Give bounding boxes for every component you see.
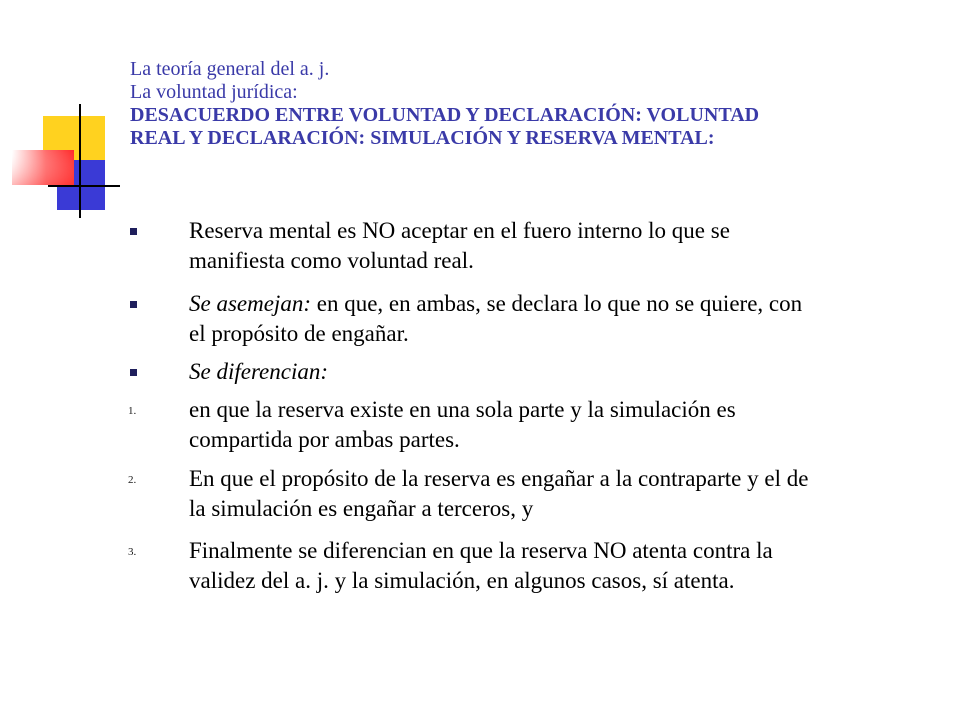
title-line-4: REAL Y DECLARACIÓN: SIMULACIÓN Y RESERVA MENTAL: bbox=[130, 127, 715, 149]
title-line-1: La teoría general del a. j. bbox=[130, 58, 330, 80]
title-line-2: La voluntad jurídica: bbox=[130, 81, 298, 103]
text-line: la simulación es engañar a terceros, y bbox=[189, 496, 534, 521]
numbered-text bbox=[189, 536, 924, 596]
numbered-text bbox=[189, 395, 924, 455]
italic-lead: Se asemejan: bbox=[189, 291, 311, 316]
text-line: compartida por ambas partes. bbox=[189, 427, 460, 452]
bullet-text bbox=[189, 357, 924, 387]
bullet-text bbox=[189, 289, 924, 349]
bullet-marker bbox=[130, 228, 137, 235]
bullet-marker bbox=[130, 301, 137, 308]
text-line: manifiesta como voluntad real. bbox=[189, 248, 474, 273]
bullet-marker bbox=[130, 369, 137, 376]
text-line: En que el propósito de la reserva es engañar a la contraparte y el de bbox=[189, 466, 809, 491]
text-line: en que la reserva existe en una sola parte y la simulación es bbox=[189, 397, 736, 422]
italic-lead: Se diferencian: bbox=[189, 359, 329, 384]
text-line: Finalmente se diferencian en que la reserva NO atenta contra la bbox=[189, 538, 773, 563]
text-line: Reserva mental es NO aceptar en el fuero interno lo que se bbox=[189, 218, 730, 243]
number-marker: 1. bbox=[128, 405, 137, 417]
bullet-text bbox=[189, 216, 924, 276]
text-line: el propósito de engañar. bbox=[189, 321, 409, 346]
numbered-text bbox=[189, 464, 924, 524]
slide-title bbox=[130, 58, 930, 150]
number-marker: 2. bbox=[128, 474, 137, 486]
text-line: en que, en ambas, se declara lo que no se quiere, con bbox=[311, 291, 803, 316]
number-marker: 3. bbox=[128, 546, 137, 558]
decorative-corner-graphic bbox=[0, 0, 120, 230]
text-line: validez del a. j. y la simulación, en algunos casos, sí atenta. bbox=[189, 568, 735, 593]
title-line-3: DESACUERDO ENTRE VOLUNTAD Y DECLARACIÓN: VOLUNTAD bbox=[130, 104, 760, 126]
